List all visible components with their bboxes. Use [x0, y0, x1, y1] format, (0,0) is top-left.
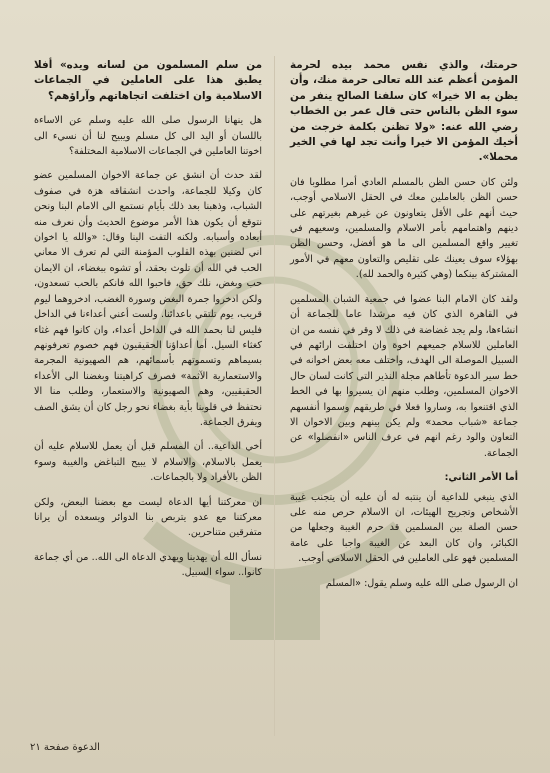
paragraph: ان معركتنا أيها الدعاة ليست مع بعضنا البعض، ولكن معركتنا مع عدو يتربص بنا الدوائر ويسعده أن يرانا متفرقين متناحرين.	[34, 496, 262, 539]
paragraph: نسأل الله أن يهدينا ويهدي الدعاة الى الله.. من أي جماعة كانوا.. سواء السبيل.	[34, 551, 262, 579]
paragraph: ولئن كان حسن الظن بالمسلم العادي أمرا مطلوبا فان حسن الظن بالعاملين معك في الحقل الاسلامي أوجب، حيث أنهم على الأقل يتعاونون عن غيرهم بغيرتهم على دينهم واهتمامهم بأمر الاسلام والمسلمين، وسعيهم في تغيير واقع المسلمين الى ما هو أفضل، وحسن الظن بهؤلاء سوف يعينك على تقليص والتعاون معهم في الأمور المشتركة بينكما (وهي كثيرة والحمد لله).	[290, 176, 518, 281]
paragraph: ان الرسول صلى الله عليه وسلم يقول: «المسلم	[325, 577, 518, 589]
paragraph: من سلم المسلمون من لسانه ويده» أفلا يطبق هذا على العاملين في الجماعات الاسلامية وان اختلفت اتجاهاتهم وآراؤهم؟	[34, 59, 262, 102]
column-divider	[274, 56, 275, 736]
paragraph: هل ينهانا الرسول صلى الله عليه وسلم عن الاساءة باللسان أو اليد الى كل مسلم ويبيح لنا أن نسيء الى اخوتنا العاملين في الجماعات الاسلامية المختلفة؟	[34, 115, 262, 158]
section-heading: أما الأمر الثاني:	[444, 472, 518, 484]
paragraph: الذي ينبغي للداعية أن ينتبه له أن عليه أن يتجنب غيبة الأشخاص وتجريح الهيئات، ان الاسلام حرص منه على حسن الصلة بين المسلمين قد حرم الغيبة وجعلها من الكبائر، وان كان البعد عن الغيبة واجبا على عامة المسلمين فهو على العاملين في الحقل الاسلامي أوجب.	[290, 491, 518, 565]
page-footer: الدعوة صفحة ٢١	[30, 742, 100, 753]
paragraph: حرمتك، والذي نفس محمد بيده لحرمة المؤمن أعظم عند الله تعالى حرمة منك، وأن يظن به الا خيرا» كان سلفنا الصالح ينفر من سوء الظن بالناس حتى قال عمر بن الخطاب رضي الله عنه: «ولا تظنن بكلمة خرجت من أخيك المؤمن الا خيرا وأنت تجد لها في الخير محملا».	[290, 59, 518, 164]
paragraph: لقد حدث أن انشق عن جماعة الاخوان المسلمين عضو كان وكيلا للجماعة، واحدث انشقاقه هزة في صفوف الشباب، وذهبنا بعد ذلك بأيام نستمع الى الامام البنا ونحن نتوقع أن يكون هذا الأمر موضوع الحديث وأن نعرف منه أبعاده وأسبابه. ولكنه التفت الينا وقال: «والله يا اخوان اني لضنين بهذه القلوب المؤمنة التي لم تعرف الا معاني الحب في الله أن تلوث بحقد، أو تشوه ببغضاء، ان الايمان حب وبغض، نلك حق، فاحبوا الله فانكم بالحب تسعدون، ولكن ادخروا جمرة البغض وسورة الغضب، ادخروهما ليوم قريب، يوم تلتقي باعدائنا. ولست أعني أعداءنا في الداخل فليس لنا بحمد الله في الداخل أعداء، وان كانوا فهم غثاء كغثاء السيل. أما أعداؤنا الحقيقيون فهم خصوم تعرفونهم بسيماهم وتسموتهم بأسمائهم، هم الصهيونية المجرمة والاستعمارية الآثمة» فصرف كراهيتنا وبغضنا الى الأعداء الحقيقيين، وهم الصهيونية والاستعمار، وطلب منا الا نحتفظ في قلوبنا بأية بغضاء نحو رجل كان أن يشق الصف ويفرق الجماعة.	[34, 170, 262, 428]
left-column	[34, 58, 262, 590]
paragraph: ولقد كان الامام البنا عضوا في جمعية الشبان المسلمين في القاهرة الذي كان فيه مرشدا عاما للجماعة أن انشاءها، ولم يجد غضاضة في ذلك لا وقر في نفسه من ان العاملين للاسلام جميعهم اخوة وان اختلفت ارائهم في السبيل الموصلة الى الهدف، واختلف معه بعض اخوانه في خط سير الدعوة تأطاهم مجلة النذير التي كانت لسان حال الاخوان المسلمين، وطلب منهم ان يسيروا بها في الخط الذي اقتنعوا به، وساروا فعلا في طريقهم وسموا أنفسهم جماعة «شباب محمد» ولم يكن بينهم وبين الاخوان الا التعاون والود رغم انهم في عرف الناس «انفصلوا» عن الجماعة.	[290, 293, 518, 459]
right-column	[290, 58, 518, 600]
paragraph: أخي الداعية.. أن المسلم قبل أن يعمل للاسلام عليه أن يعمل بالاسلام، والاسلام لا يبيح التباغض والغيبة وسوء الظن بالأفراد ولا بالجماعات.	[34, 441, 262, 484]
